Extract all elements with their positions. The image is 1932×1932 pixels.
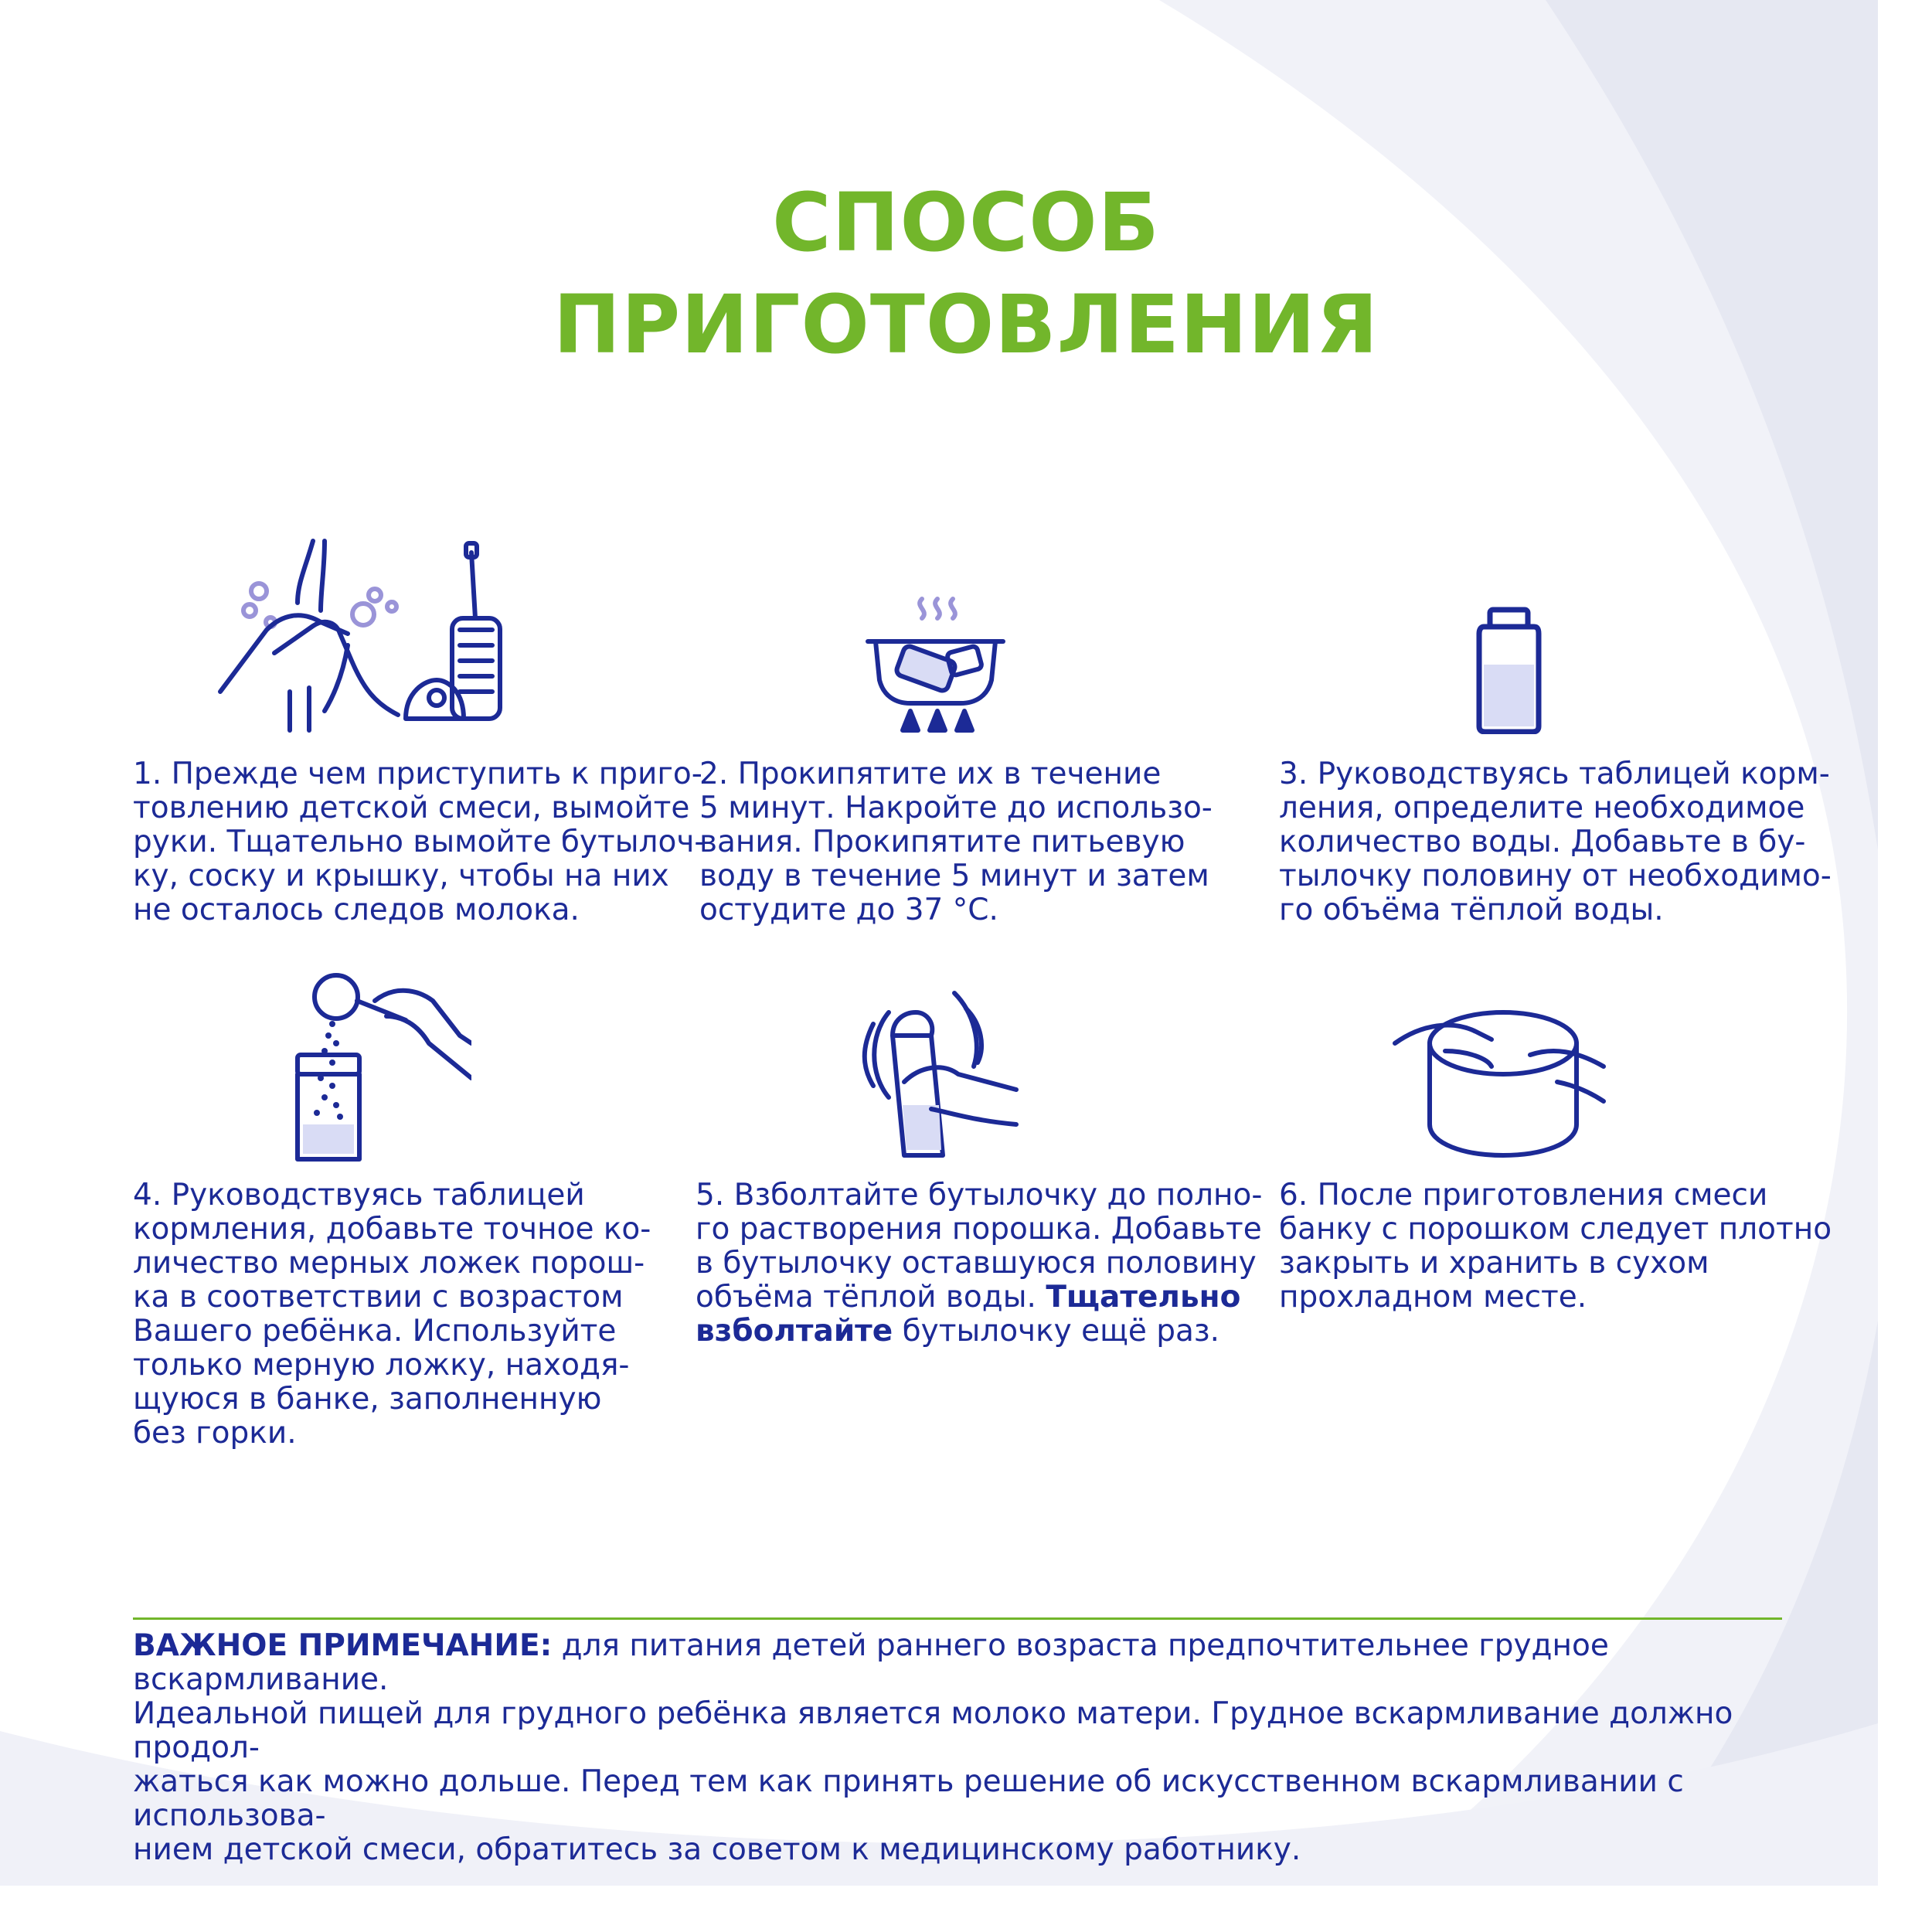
step-3-text: 3. Руководствуясь таблицей корм- ления, определите необходимое количество воды. Добавьте в бу- тылочку половину от необходимо- го объёма тёплой воды. bbox=[1279, 757, 1832, 927]
step-5-text-part-2: бутылочку ещё раз. bbox=[893, 1314, 1220, 1349]
step-5-text-bold: Тщательно взболтайте bbox=[696, 1280, 1241, 1349]
bottle-with-water-icon bbox=[1476, 607, 1542, 734]
page-title-line-1: СПОСОБ bbox=[772, 175, 1160, 270]
step-2-text: 2. Прокипятите их в течение 5 минут. Накройте до использо- вания. Прокипятите питьевую воду в течение 5 минут и затем остудите до 37 °С. bbox=[699, 757, 1213, 927]
step-5-text bbox=[696, 1179, 1262, 1349]
important-note-label: ВАЖНОЕ ПРИМЕЧАНИЕ: bbox=[133, 1628, 553, 1663]
step-1-text: 1. Прежде чем приступить к приго- товлению детской смеси, вымойте руки. Тщательно вымойте бутылоч- ку, соску и крышку, чтобы на них не осталось следов молока. bbox=[133, 757, 706, 927]
close-can-lid-icon bbox=[1391, 1009, 1607, 1159]
step-5-text-part-1: 5. Взболтайте бутылочку до полно- го растворения порошка. Добавьте в бутылочку оставшуюся половину объёма тёплой воды. bbox=[696, 1178, 1263, 1315]
important-note-text: для питания детей раннего возраста предпочтительнее грудное вскармливание. Идеальной пищей для грудного ребёнка является молоко матери. Грудное вскармливание должно продол- жаться как можно дольше. Перед тем как принять решение об искусственном вскармливании с использова- нием детской смеси, обратитесь за советом к медицинскому работнику. bbox=[133, 1628, 1733, 1867]
step-6-text: 6. После приготовления смеси банку с порошком следует плотно закрыть и хранить в сухом прохладном месте. bbox=[1279, 1178, 1832, 1315]
divider-line bbox=[133, 1617, 1782, 1620]
scoop-powder-into-bottle-icon bbox=[294, 970, 471, 1167]
shake-bottle-icon bbox=[858, 989, 1020, 1159]
important-note bbox=[133, 1629, 1794, 1867]
page-title-line-2: ПРИГОТОВЛЕНИЯ bbox=[553, 277, 1379, 372]
hands-washing-and-bottle-brush-icon bbox=[213, 537, 541, 734]
step-4-text: 4. Руководствуясь таблицей кормления, добавьте точное ко- личество мерных ложек порош- ка в соответствии с возрастом Вашего ребёнка. Используйте только мерную ложку, находя- щуюся в банке, заполненную без горки. bbox=[133, 1178, 651, 1451]
boiling-pot-icon bbox=[864, 595, 1007, 734]
